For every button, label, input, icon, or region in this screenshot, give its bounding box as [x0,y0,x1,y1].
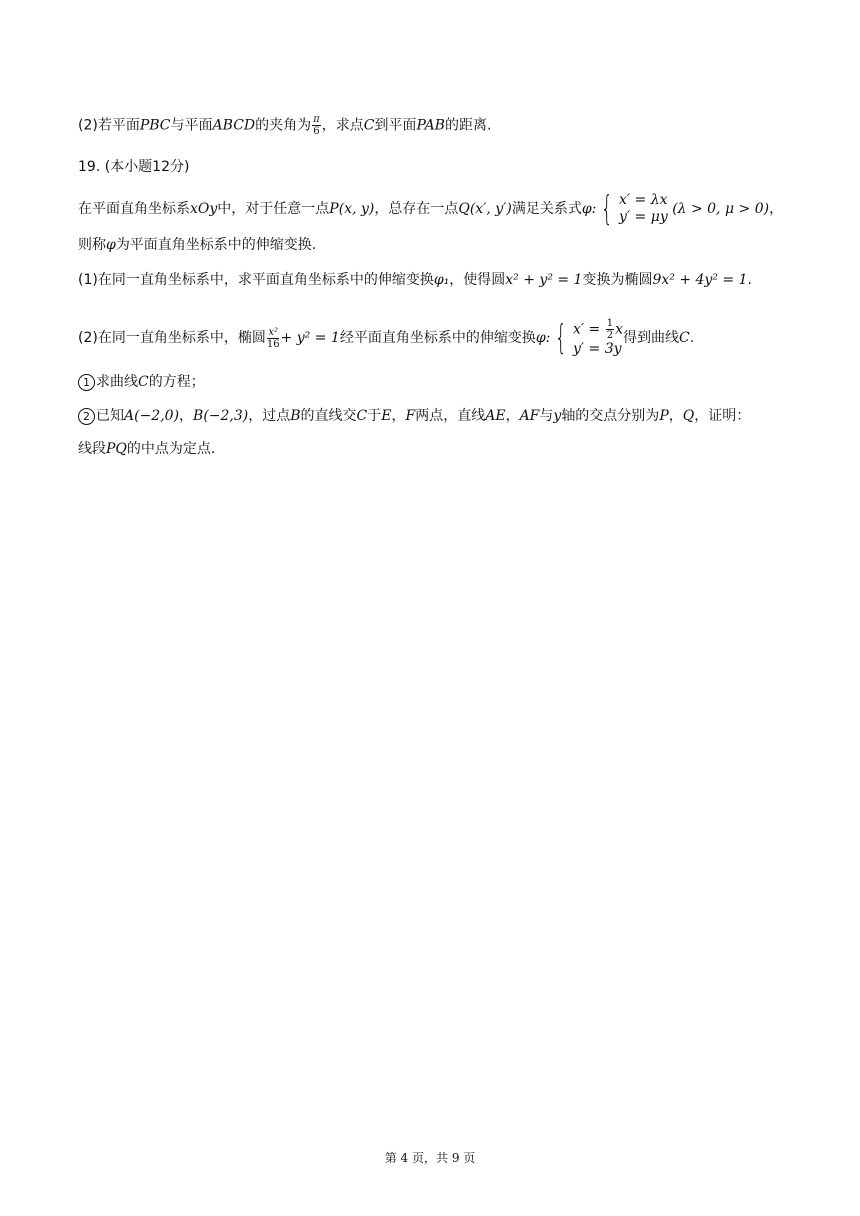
question-19-intro-2: 则称φ为平面直角坐标系中的伸缩变换. [78,237,317,253]
circled-number-2: 2 [78,408,95,425]
transform-system-2: { x′ = $\frac{1}{2}$ x y′ = 3y [555,318,623,358]
question-19-part-1: (1)在同一直角坐标系中，求平面直角坐标系中的伸缩变换φ₁，使得圆x² + y² = 1变换为椭圆9x² + 4y² = 1. [78,272,752,288]
left-brace-icon: { [555,318,568,358]
question-19-sub-1: 1 求曲线C的方程； [78,372,205,392]
angle-fraction: $\frac{\pi}{6}$ [313,114,320,137]
transform-system: { x′ = λx y′ = μy [601,189,668,229]
half-fraction: $\frac{1}{2}$ [606,318,614,341]
question-19-sub-2: 2 已知A(−2,0)，B(−2,3)，过点B的直线交C于E，F两点，直线AE，AF与y轴的交点分别为P，Q，证明： [78,406,750,426]
question-18-part-2: (2)若平面PBC与平面ABCD的夹角为 $\frac{\pi}{6}$ ，求点C到平面PAB的距离. [78,114,492,137]
ellipse-fraction: $\frac{\text{x²}}{16}$ [266,326,280,350]
circled-number-1: 1 [78,374,95,391]
question-19-sub-2-continued: 线段PQ的中点为定点. [78,441,216,457]
left-brace-icon: { [601,189,614,229]
question-19-header: 19. (本小题12分) [78,159,190,175]
question-19-intro: 在平面直角坐标系xOy中，对于任意一点P(x, y)，总存在一点Q(x′, y′)满足关系式φ: { x′ = λx y′ = μy (λ > 0, μ > 0)， [78,189,784,229]
question-19-part-2: (2)在同一直角坐标系中，椭圆 $\frac{\text{x²}}{16}$ + y² = 1经平面直角坐标系中的伸缩变换φ: { x′ = $\frac{1}{2}$ x y′ = 3y 得到曲线C. [78,318,695,358]
page-footer: 第 4 页，共 9 页 [384,1151,476,1165]
